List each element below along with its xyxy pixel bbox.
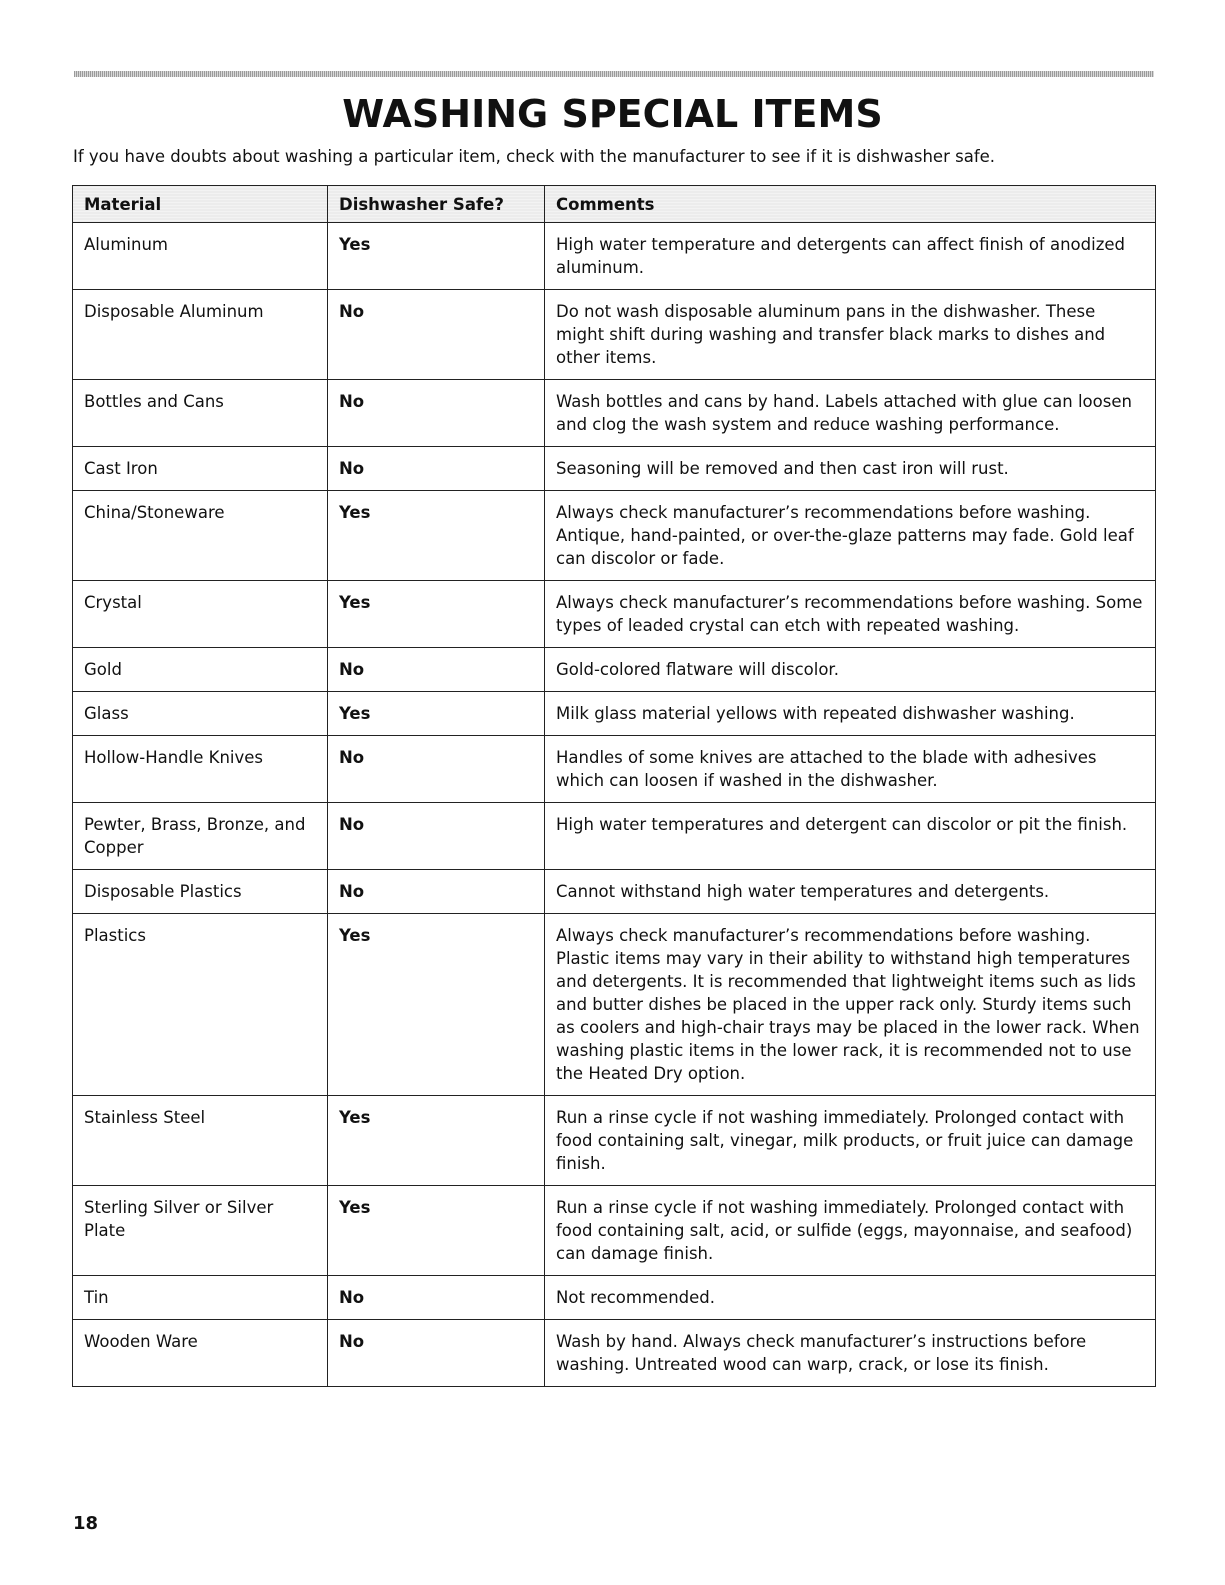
material-cell: Stainless Steel (73, 1096, 328, 1186)
comments-cell: Wash by hand. Always check manufacturer’s instructions before washing. Untreated wood can warp, crack, or lose its finish. (545, 1320, 1156, 1387)
header-comments: Comments (545, 186, 1156, 223)
safe-cell: Yes (328, 223, 545, 290)
safe-cell: No (328, 447, 545, 491)
table-row (73, 914, 1156, 1096)
safe-cell: Yes (328, 1096, 545, 1186)
page-title: WASHING SPECIAL ITEMS (342, 92, 883, 136)
safe-cell: Yes (328, 491, 545, 581)
table-row (73, 692, 1156, 736)
comments-cell: Gold-colored flatware will discolor. (545, 648, 1156, 692)
table-row (73, 736, 1156, 803)
table-header-row (73, 186, 1156, 223)
material-cell: Sterling Silver or Silver Plate (73, 1186, 328, 1276)
table-row (73, 380, 1156, 447)
table-row (73, 491, 1156, 581)
material-cell: Plastics (73, 914, 328, 1096)
table-row (73, 1186, 1156, 1276)
comments-cell: Always check manufacturer’s recommendations before washing. Plastic items may vary in their ability to withstand high temperatures and detergents. It is recommended that lightweight items such as lids and butter dishes be placed in the upper rack only. Sturdy items such as coolers and high-chair trays may be placed in the lower rack. When washing plastic items in the lower rack, it is recommended not to use the Heated Dry option. (545, 914, 1156, 1096)
comments-cell: Always check manufacturer’s recommendations before washing. Some types of leaded crystal can etch with repeated washing. (545, 581, 1156, 648)
safe-cell: No (328, 870, 545, 914)
comments-cell: Run a rinse cycle if not washing immediately. Prolonged contact with food containing salt, vinegar, milk products, or fruit juice can damage finish. (545, 1096, 1156, 1186)
table-row (73, 1276, 1156, 1320)
table-row (73, 447, 1156, 491)
material-cell: Bottles and Cans (73, 380, 328, 447)
material-cell: Glass (73, 692, 328, 736)
table-row (73, 648, 1156, 692)
safe-cell: No (328, 1320, 545, 1387)
material-cell: Crystal (73, 581, 328, 648)
safe-cell: No (328, 290, 545, 380)
comments-cell: Seasoning will be removed and then cast iron will rust. (545, 447, 1156, 491)
material-cell: China/Stoneware (73, 491, 328, 581)
comments-cell: Not recommended. (545, 1276, 1156, 1320)
safe-cell: No (328, 1276, 545, 1320)
comments-cell: Always check manufacturer’s recommendations before washing. Antique, hand-painted, or over-the-glaze patterns may fade. Gold leaf can discolor or fade. (545, 491, 1156, 581)
comments-cell: Handles of some knives are attached to the blade with adhesives which can loosen if washed in the dishwasher. (545, 736, 1156, 803)
material-cell: Hollow-Handle Knives (73, 736, 328, 803)
safe-cell: No (328, 736, 545, 803)
material-cell: Wooden Ware (73, 1320, 328, 1387)
header-dishwasher-safe: Dishwasher Safe? (328, 186, 545, 223)
table-row (73, 581, 1156, 648)
comments-cell: Run a rinse cycle if not washing immediately. Prolonged contact with food containing salt, acid, or sulfide (eggs, mayonnaise, and seafood) can damage finish. (545, 1186, 1156, 1276)
comments-cell: Milk glass material yellows with repeated dishwasher washing. (545, 692, 1156, 736)
material-cell: Tin (73, 1276, 328, 1320)
material-cell: Gold (73, 648, 328, 692)
special-items-table (72, 185, 1156, 1387)
material-cell: Disposable Aluminum (73, 290, 328, 380)
table-row (73, 870, 1156, 914)
comments-cell: High water temperature and detergents can affect finish of anodized aluminum. (545, 223, 1156, 290)
intro-text: If you have doubts about washing a particular item, check with the manufacturer to see if it is dishwasher safe. (73, 147, 996, 166)
safe-cell: No (328, 648, 545, 692)
table-row (73, 803, 1156, 870)
safe-cell: Yes (328, 581, 545, 648)
table-row (73, 290, 1156, 380)
table-row (73, 1096, 1156, 1186)
comments-cell: Wash bottles and cans by hand. Labels attached with glue can loosen and clog the wash system and reduce washing performance. (545, 380, 1156, 447)
safe-cell: Yes (328, 692, 545, 736)
comments-cell: Do not wash disposable aluminum pans in the dishwasher. These might shift during washing and transfer black marks to dishes and other items. (545, 290, 1156, 380)
material-cell: Disposable Plastics (73, 870, 328, 914)
material-cell: Pewter, Brass, Bronze, and Copper (73, 803, 328, 870)
comments-cell: Cannot withstand high water temperatures and detergents. (545, 870, 1156, 914)
header-material: Material (73, 186, 328, 223)
material-cell: Cast Iron (73, 447, 328, 491)
material-cell: Aluminum (73, 223, 328, 290)
table-row (73, 223, 1156, 290)
safe-cell: Yes (328, 914, 545, 1096)
table-row (73, 1320, 1156, 1387)
top-rule (74, 71, 1154, 77)
page-number: 18 (73, 1513, 99, 1534)
safe-cell: No (328, 380, 545, 447)
comments-cell: High water temperatures and detergent can discolor or pit the finish. (545, 803, 1156, 870)
safe-cell: No (328, 803, 545, 870)
safe-cell: Yes (328, 1186, 545, 1276)
